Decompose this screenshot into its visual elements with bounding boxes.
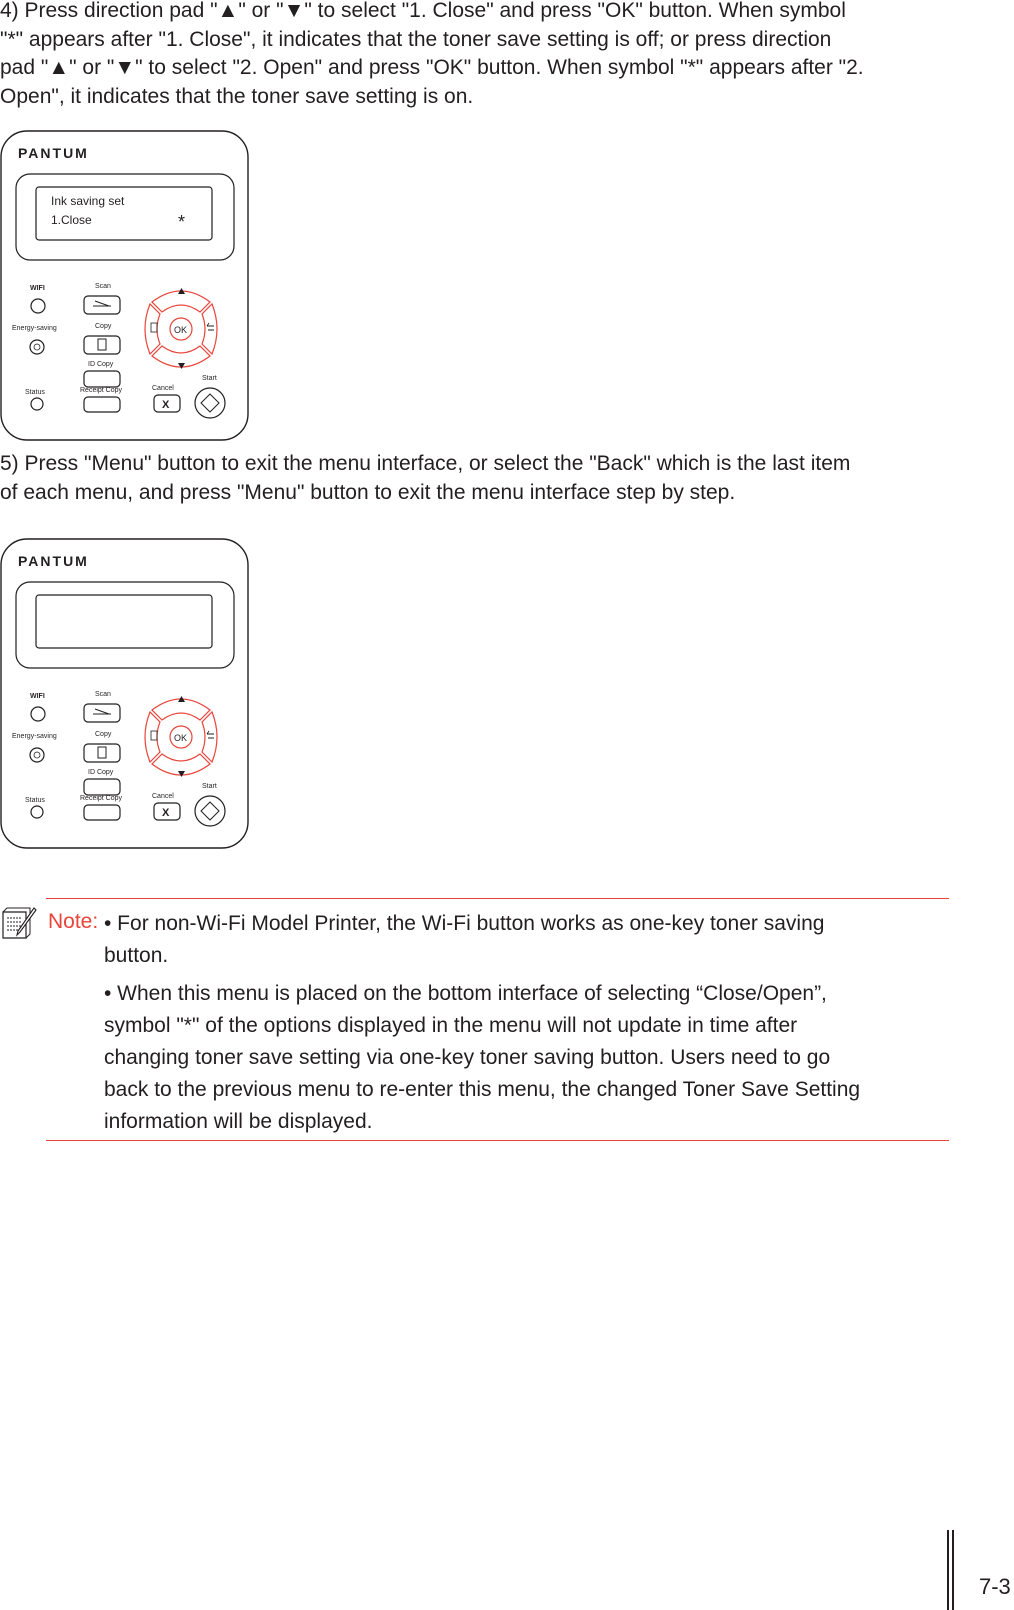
status-label: Status [25, 797, 45, 804]
cancel-label: Cancel [152, 385, 174, 392]
energy-saving-label: Energy-saving [12, 325, 57, 332]
lcd-screen [36, 595, 212, 648]
note-divider-top [46, 898, 949, 899]
step-4-line: "*" appears after "1. Close", it indicates that the toner save setting is off; or press direction [0, 27, 832, 51]
id-copy-button[interactable] [84, 371, 120, 387]
wifi-button[interactable] [31, 299, 45, 313]
step-4-line: Open", it indicates that the toner save setting is on. [0, 84, 474, 108]
status-label: Status [25, 389, 45, 396]
copy-label: Copy [95, 323, 112, 330]
ok-label: OK [174, 733, 188, 743]
lcd-line-2: 1.Close [51, 213, 92, 227]
step-4-line: 4) Press direction pad "▲" or "▼" to select "1. Close" and press "OK" button. When symbol [0, 0, 846, 22]
note-line: button. [104, 944, 169, 967]
direction-pad [145, 288, 217, 369]
id-copy-label: ID Copy [88, 361, 114, 368]
footer-rule [947, 1530, 949, 1610]
cancel-label: Cancel [152, 793, 174, 800]
wifi-button[interactable] [31, 707, 45, 721]
energy-saving-button[interactable] [30, 748, 44, 762]
cancel-icon: X [162, 807, 170, 819]
note-line: • When this menu is placed on the bottom interface of selecting “Close/Open”, [104, 982, 827, 1005]
start-button[interactable] [195, 388, 225, 418]
control-panel-figure [0, 538, 250, 850]
scan-label: Scan [95, 691, 111, 698]
note-line: back to the previous menu to re-enter this menu, the changed Toner Save Setting [104, 1078, 861, 1101]
pantum-logo: PANTUM [18, 553, 89, 569]
note-divider-bottom [46, 1140, 949, 1141]
wifi-label: WIFI [30, 285, 45, 292]
id-copy-label: ID Copy [88, 769, 114, 776]
note-line: information will be displayed. [104, 1110, 373, 1133]
step-4-paragraph [0, 0, 960, 111]
start-button[interactable] [195, 796, 225, 826]
receipt-copy-button[interactable] [84, 397, 120, 412]
start-label: Start [202, 375, 217, 382]
step-5-paragraph [0, 450, 960, 507]
receipt-copy-label: Receipt Copy [80, 795, 123, 802]
lcd-selected-marker: * [178, 212, 186, 232]
step-5-line: of each menu, and press "Menu" button to exit the menu interface step by step. [0, 480, 736, 504]
page-number: 7-3 [979, 1574, 1011, 1599]
note-bullet-2 [104, 978, 954, 1138]
note-bullet-1 [104, 908, 954, 972]
id-copy-button[interactable] [84, 779, 120, 795]
scan-label: Scan [95, 283, 111, 290]
step-4-line: pad "▲" or "▼" to select "2. Open" and press "OK" button. When symbol "*" appears after "2. [0, 56, 864, 79]
scan-button[interactable] [84, 704, 120, 722]
copy-label: Copy [95, 731, 112, 738]
receipt-copy-button[interactable] [84, 805, 120, 820]
lcd-line-1: Ink saving set [51, 194, 125, 208]
footer-rule [952, 1530, 954, 1610]
note-line: changing toner save setting via one-key toner saving button. Users need to go [104, 1046, 831, 1069]
note-body [104, 908, 954, 1138]
cancel-icon: X [162, 399, 170, 411]
note-line: • For non-Wi-Fi Model Printer, the Wi-Fi button works as one-key toner saving [104, 912, 825, 935]
step-5-line: 5) Press "Menu" button to exit the menu interface, or select the "Back" which is the last item [0, 452, 851, 475]
direction-pad [145, 696, 217, 777]
control-panel-figure [0, 130, 250, 442]
receipt-copy-label: Receipt Copy [80, 387, 123, 394]
note-label: Note: [48, 910, 99, 933]
status-indicator [31, 806, 43, 818]
scan-button[interactable] [84, 296, 120, 314]
pantum-logo: PANTUM [18, 145, 89, 161]
start-label: Start [202, 783, 217, 790]
energy-saving-label: Energy-saving [12, 733, 57, 740]
wifi-label: WIFI [30, 693, 45, 700]
note-line: symbol "*" of the options displayed in the menu will not update in time after [104, 1014, 798, 1037]
ok-label: OK [174, 325, 188, 335]
note-icon [0, 904, 40, 942]
status-indicator [31, 398, 43, 410]
energy-saving-button[interactable] [30, 340, 44, 354]
